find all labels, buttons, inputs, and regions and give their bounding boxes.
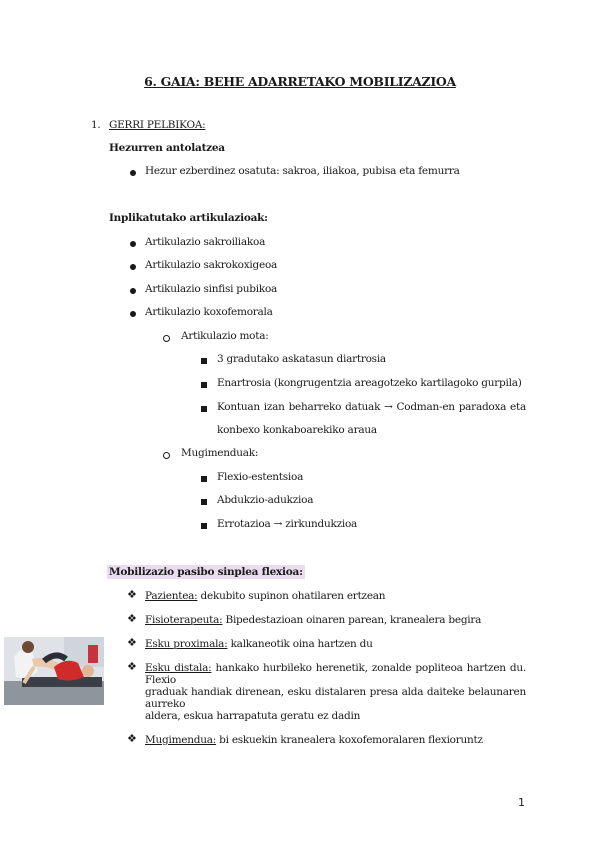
list-item-continuation: aldera, eskua harrapatuta geratu ez dadin	[145, 710, 361, 722]
section-number: 1.	[91, 119, 101, 131]
diamond-bullet-icon: ❖	[127, 588, 137, 601]
list-item: Fisioterapeuta: Bipedestazioan oinaren parean, kranealera begira	[145, 614, 482, 626]
diamond-bullet-icon: ❖	[127, 636, 137, 649]
square-bullet-icon	[201, 382, 207, 388]
list-item-continuation: graduak handiak direnean, esku distalaren presa alda daiteke belaunaren aurreko	[145, 686, 526, 710]
list-item: Flexio-estentsioa	[217, 471, 304, 483]
section-heading: GERRI PELBIKOA:	[109, 119, 206, 131]
sublist-heading: Artikulazio mota:	[181, 330, 269, 342]
bullet-icon	[130, 241, 136, 247]
square-bullet-icon	[201, 406, 207, 412]
circle-bullet-icon	[163, 452, 170, 459]
list-item: 3 gradutako askatasun diartrosia	[217, 353, 386, 365]
square-bullet-icon	[201, 523, 207, 529]
list-item: Artikulazio sinfisi pubikoa	[145, 283, 278, 295]
list-item: Pazientea: dekubito supinon ohatilaren ertzean	[145, 590, 386, 602]
mobilizazio-heading	[109, 566, 305, 578]
diamond-bullet-icon: ❖	[127, 660, 137, 673]
square-bullet-icon	[201, 476, 207, 482]
list-item: Kontuan izan beharreko datuak → Codman-en paradoxa eta	[217, 401, 526, 413]
list-item: Mugimendua: bi eskuekin kranealera koxofemoralaren flexioruntz	[145, 734, 483, 746]
square-bullet-icon	[201, 358, 207, 364]
list-item: Esku distala: hankako hurbileko herenetik, zonalde popliteoa hartzen du. Flexio	[145, 662, 526, 686]
bullet-icon	[130, 264, 136, 270]
list-item: Artikulazio sakroiliakoa	[145, 236, 266, 248]
page-title: 6. GAIA: BEHE ADARRETAKO MOBILIZAZIOA	[144, 74, 456, 89]
page-number: 1	[518, 796, 525, 809]
list-item: Abdukzio-adukzioa	[217, 494, 314, 506]
list-item: Errotazioa → zirkundukzioa	[217, 518, 358, 530]
list-item-continuation: konbexo konkaboarekiko araua	[217, 424, 377, 436]
mobilization-photo	[4, 637, 104, 705]
diamond-bullet-icon: ❖	[127, 732, 137, 745]
list-item: Esku proximala: kalkaneotik oina hartzen du	[145, 638, 373, 650]
bullet-icon	[130, 170, 136, 176]
hezurren-heading: Hezurren antolatzea	[109, 142, 225, 154]
list-item: Enartrosia (kongrugentzia areagotzeko kartilagoko gurpila)	[217, 377, 522, 389]
list-item: Artikulazio sakrokoxigeoa	[145, 259, 278, 271]
diamond-bullet-icon: ❖	[127, 612, 137, 625]
list-item: Artikulazio koxofemorala	[145, 306, 273, 318]
square-bullet-icon	[201, 499, 207, 505]
bullet-icon	[130, 311, 136, 317]
list-item: Hezur ezberdinez osatuta: sakroa, iliakoa, pubisa eta femurra	[145, 165, 460, 177]
photo-illustration	[4, 637, 104, 705]
artikulazio-heading: Inplikatutako artikulazioak:	[109, 212, 268, 224]
highlighted-heading: Mobilizazio pasibo sinplea flexioa:	[109, 566, 303, 578]
circle-bullet-icon	[163, 335, 170, 342]
bullet-icon	[130, 288, 136, 294]
sublist-heading: Mugimenduak:	[181, 447, 259, 459]
